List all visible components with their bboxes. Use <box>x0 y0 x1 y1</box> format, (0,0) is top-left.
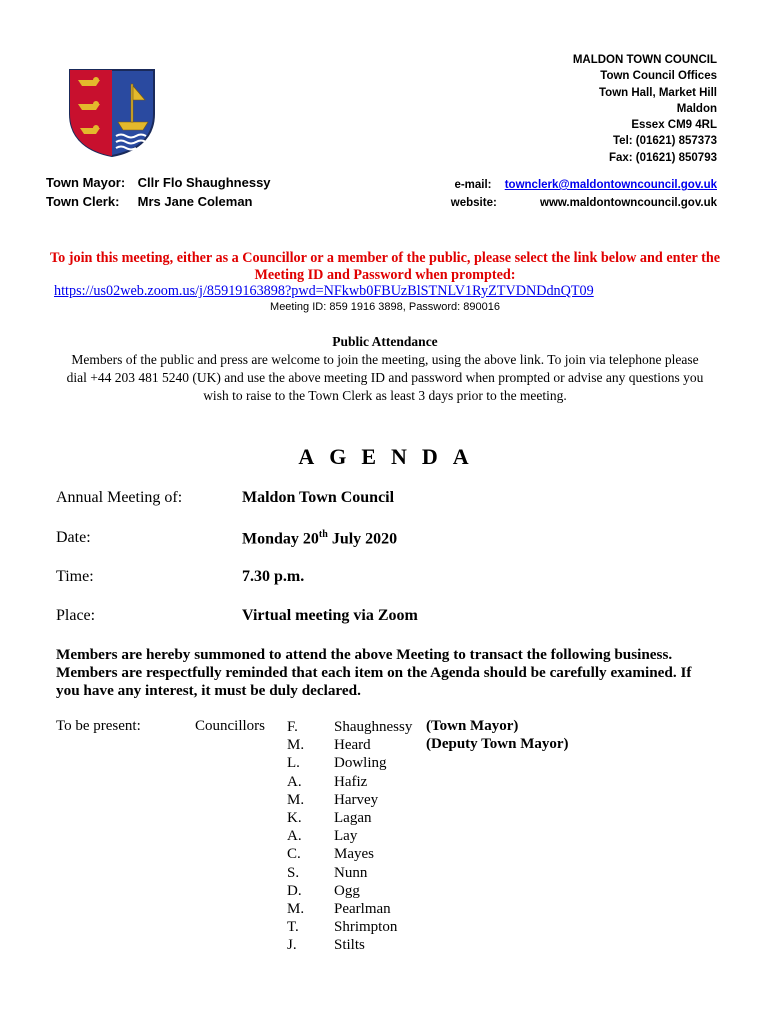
email-label: e-mail: <box>454 179 492 191</box>
councillor-surname: Shrimpton <box>334 919 398 936</box>
councillor-surname: Harvey <box>334 791 379 808</box>
website-row <box>451 194 717 212</box>
councillor-initial: D. <box>287 882 302 899</box>
address-line: Fax: (01621) 850793 <box>608 151 717 164</box>
councillor-surnames-column <box>334 718 412 955</box>
councillors-label: Councillors <box>195 718 265 734</box>
detail-label: Date: <box>56 529 91 546</box>
councillor-initials-column <box>287 718 304 955</box>
website-text: www.maldontowncouncil.gov.uk <box>540 197 717 209</box>
detail-label: Place: <box>56 607 96 624</box>
councillor-initial: T. <box>287 919 299 936</box>
councillor-surname: Pearlman <box>334 901 391 918</box>
detail-label: Time: <box>56 568 94 585</box>
contacts-block <box>451 176 717 212</box>
councillor-surname: Stilts <box>334 937 365 954</box>
council-address-block <box>457 52 717 166</box>
mayor-label: Town Mayor: <box>46 175 126 190</box>
councillor-surname: Lay <box>334 828 358 845</box>
summons-paragraph: Members are hereby summoned to attend the above Meeting to transact the following business. Members are respectfully reminded that each item on the Agenda should be carefully examined. If you have any interest, it must be duly declared. <box>56 646 692 700</box>
agenda-title: AGENDA <box>298 444 484 469</box>
mayor-name: Cllr Flo Shaughnessy <box>137 175 271 190</box>
councillor-initial: C. <box>287 846 301 863</box>
clerk-name: Mrs Jane Coleman <box>137 194 253 209</box>
email-link[interactable]: townclerk@maldontowncouncil.gov.uk <box>504 179 717 191</box>
address-line: Town Council Offices <box>600 70 717 83</box>
councillor-initial: J. <box>287 937 297 954</box>
councillor-surname: Heard <box>334 737 371 754</box>
councillor-surname: Nunn <box>334 864 368 881</box>
website-label: website: <box>450 197 497 209</box>
address-line: MALDON TOWN COUNCIL <box>572 54 717 66</box>
officers-block <box>46 173 271 211</box>
mayor-role: (Town Mayor) <box>426 718 519 734</box>
detail-value: Virtual meeting via Zoom <box>242 607 418 624</box>
detail-value: 7.30 p.m. <box>242 568 305 585</box>
councillor-initial: S. <box>287 864 300 881</box>
date-main: Monday 20 <box>242 530 319 548</box>
clerk-label: Town Clerk: <box>46 194 120 209</box>
address-line: Tel: (01621) 857373 <box>613 135 717 148</box>
councillor-initial: M. <box>287 737 305 754</box>
address-line: Essex CM9 4RL <box>631 119 717 132</box>
detail-label: Annual Meeting of: <box>56 489 183 506</box>
clerk-row <box>46 192 271 211</box>
councillor-surname: Dowling <box>334 755 387 772</box>
zoom-meeting-link[interactable]: https://us02web.zoom.us/j/85919163898?pwd=NFkwb0FBUzBlSTNLV1RyZTVDNDdnQT09 <box>54 283 594 299</box>
present-label: To be present: <box>56 718 141 734</box>
detail-value: Maldon Town Council <box>242 489 395 506</box>
councillor-initial: A. <box>287 828 302 845</box>
date-rest: July 2020 <box>327 530 398 548</box>
town-crest-logo <box>66 66 158 158</box>
councillor-initial: A. <box>287 773 302 790</box>
councillor-initial: M. <box>287 791 305 808</box>
councillor-initial: L. <box>287 755 300 772</box>
councillor-surname: Mayes <box>334 846 374 863</box>
councillor-surname: Lagan <box>334 810 372 827</box>
deputy-mayor-role: (Deputy Town Mayor) <box>426 736 569 752</box>
join-instructions: To join this meeting, either as a Councillor or a member of the public, please select the link below and enter the Meeting ID and Password when prompted: <box>49 250 721 283</box>
address-line: Town Hall, Market Hill <box>599 86 717 99</box>
mayor-row <box>46 173 271 192</box>
councillor-surname: Ogg <box>334 882 360 899</box>
councillor-initial: M. <box>287 901 305 918</box>
date-ordinal: th <box>318 529 328 540</box>
detail-value <box>242 529 397 548</box>
public-attendance-body: Members of the public and press are welcome to join the meeting, using the above link. To join via telephone please dial +44 203 481 5240 (UK) and use the above meeting ID and password when prompted or advise any questions you wish to raise to the Town Clerk as least 3 days prior to the meeting. <box>66 352 704 403</box>
email-row <box>451 176 717 194</box>
address-line: Maldon <box>676 102 717 115</box>
meeting-id-text: Meeting ID: 859 1916 3898, Password: 890016 <box>270 301 500 313</box>
councillor-surname: Shaughnessy <box>334 719 413 735</box>
councillor-initial: K. <box>287 810 302 827</box>
public-attendance-title: Public Attendance <box>332 334 438 349</box>
councillor-initial: F. <box>287 719 298 735</box>
councillor-surname: Hafiz <box>334 773 368 790</box>
